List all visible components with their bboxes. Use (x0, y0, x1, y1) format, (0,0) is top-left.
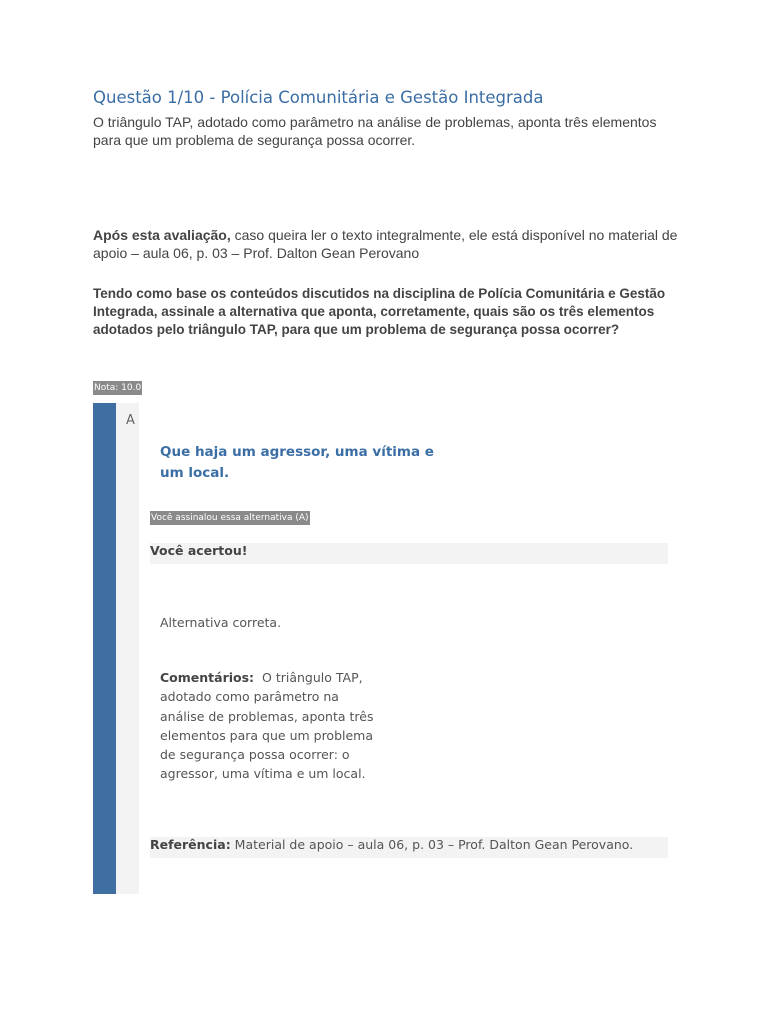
correct-alternative-note: Alternativa correta. (160, 615, 282, 630)
alternative-text[interactable]: Que haja um agressor, uma vítima e um local. (160, 444, 434, 481)
score-badge: Nota: 10.0 (94, 383, 142, 393)
alternative-gutter (116, 403, 139, 894)
question-title: Questão 1/10 - Polícia Comunitária e Gestão Integrada (93, 88, 544, 107)
comments-text: O triângulo TAP, adotado como parâmetro na análise de problemas, aponta três elementos para que um problema de segurança possa ocorrer: o agressor, uma vítima e um local. (160, 670, 374, 782)
alternative-letter[interactable]: A (126, 413, 135, 428)
after-evaluation-text: caso queira ler o texto integralmente, ele está disponível no material de apoio – aula 06, p. 03 – Prof. Dalton Gean Perovano (93, 227, 678, 261)
selected-alternative-badge: Você assinalou essa alternativa (A) (151, 513, 309, 523)
question-intro: O triângulo TAP, adotado como parâmetro na análise de problemas, aponta três elementos para que um problema de segurança possa ocorrer. (93, 114, 657, 148)
comments-label: Comentários: (160, 670, 255, 685)
after-evaluation-label: Após esta avaliação, (93, 227, 231, 243)
reference-text: Material de apoio – aula 06, p. 03 – Prof. Dalton Gean Perovano. (230, 837, 634, 852)
comments-block (160, 668, 375, 784)
reference-block (150, 837, 668, 858)
alternative-accent-bar (93, 403, 116, 894)
result-banner: Você acertou! (150, 543, 668, 564)
after-evaluation-note (93, 226, 678, 262)
question-statement: Tendo como base os conteúdos discutidos na disciplina de Polícia Comunitária e Gestão Integrada, assinale a alternativa que aponta, corretamente, quais são os três elementos adotados pelo triângulo TAP, para que um problema de segurança possa ocorrer? (93, 286, 666, 337)
reference-label: Referência: (150, 837, 231, 852)
